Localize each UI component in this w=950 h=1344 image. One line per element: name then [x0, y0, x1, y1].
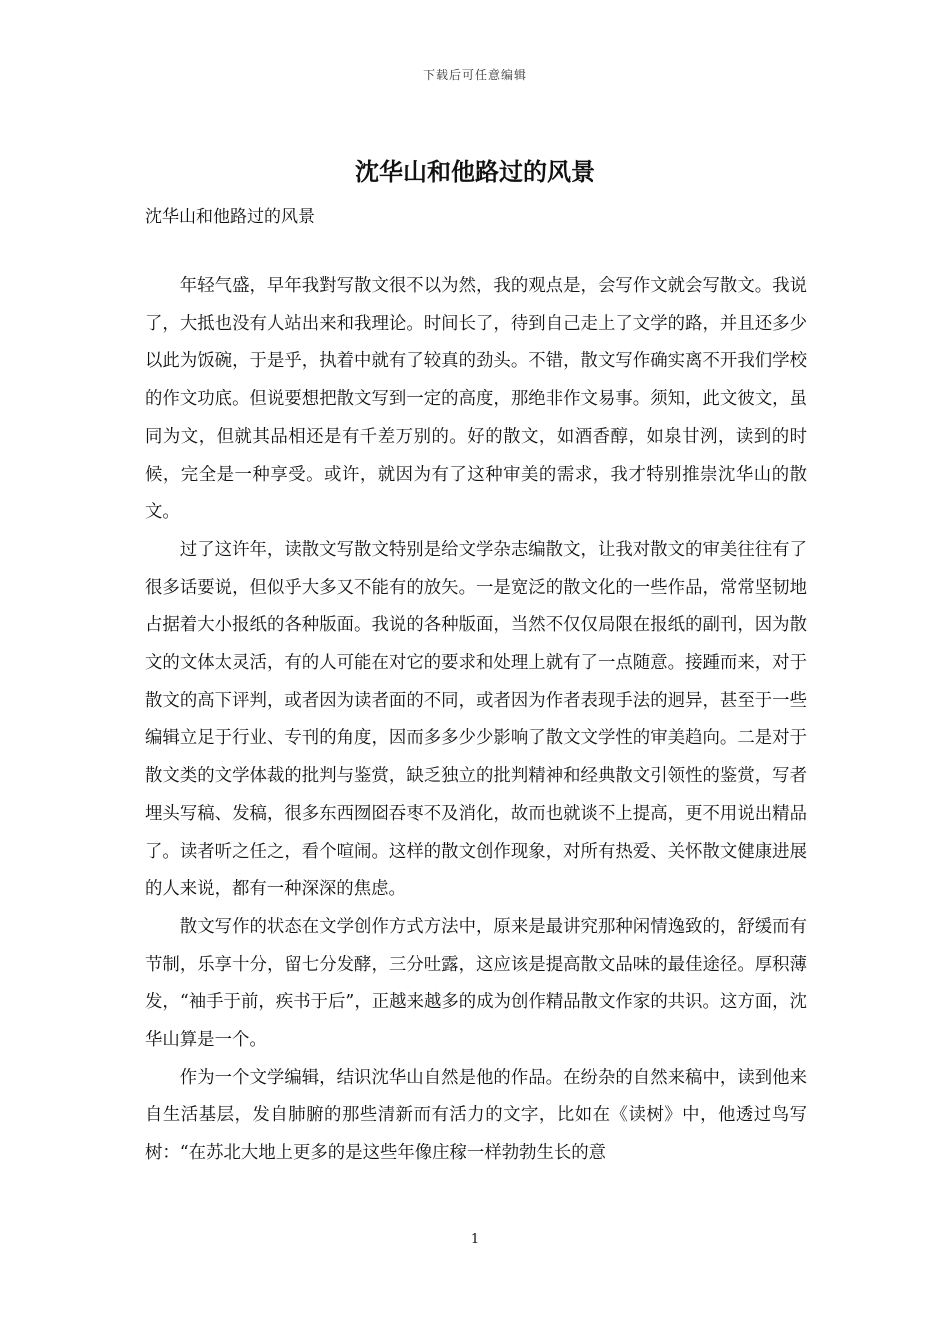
document-subtitle: 沈华山和他路过的风景 [145, 207, 315, 227]
body-paragraph: 过了这许年，读散文写散文特别是给文学杂志编散文，让我对散文的审美往往有了很多话要说，但似乎大多又不能有的放矢。一是宽泛的散文化的一些作品，常常坚韧地占据着大小报纸的各种版面。我说的各种版面，当然不仅仅局限在报纸的副刊，因为散文的文体太灵活，有的人可能在对它的要求和处理上就有了一点随意。接踵而来，对于散文的高下评判，或者因为读者面的不同，或者因为作者表现手法的迥异，甚至于一些编辑立足于行业、专刊的角度，因而多多少少影响了散文文学性的审美趋向。二是对于散文类的文学体裁的批判与鉴赏，缺乏独立的批判精神和经典散文引领性的鉴赏，写者埋头写稿、发稿，很多东西囫囵吞枣不及消化，故而也就谈不上提高，更不用说出精品了。读者听之任之，看个喧闹。这样的散文创作现象，对所有热爱、关怀散文健康进展的人来说，都有一种深深的焦虑。 [145, 539, 807, 900]
document-body [145, 268, 807, 1173]
body-paragraph: 作为一个文学编辑，结识沈华山自然是他的作品。在纷杂的自然来稿中，读到他来自生活基层，发自肺腑的那些清新而有活力的文字，比如在《读树》中，他透过鸟写树：“在苏北大地上更多的是这些年像庄稼一样勃勃生长的意 [145, 1067, 807, 1164]
document-title: 沈华山和他路过的风景 [355, 157, 595, 186]
page-number: 1 [470, 1232, 480, 1247]
page-header: 下载后可任意编辑 [422, 68, 527, 82]
body-paragraph: 散文写作的状态在文学创作方式方法中，原来是最讲究那种闲情逸致的，舒缓而有节制，乐享十分，留七分发酵，三分吐露，这应该是提高散文品味的最佳途径。厚积薄发，“袖手于前，疾书于后”，正越来越多的成为创作精品散文作家的共识。这方面，沈华山算是一个。 [145, 916, 807, 1051]
body-paragraph: 年轻气盛，早年我對写散文很不以为然，我的观点是，会写作文就会写散文。我说了，大抵也没有人站出来和我理论。时间长了，待到自己走上了文学的路，并且还多少以此为饭碗，于是乎，执着中就有了较真的劲头。不错，散文写作确实离不开我们学校的作文功底。但说要想把散文写到一定的高度，那绝非作文易事。须知，此文彼文，虽同为文，但就其品相还是有千差万别的。好的散文，如酒香醇，如泉甘洌，读到的时候，完全是一种享受。或许，就因为有了这种审美的需求，我才特别推崇沈华山的散文。 [145, 276, 807, 523]
